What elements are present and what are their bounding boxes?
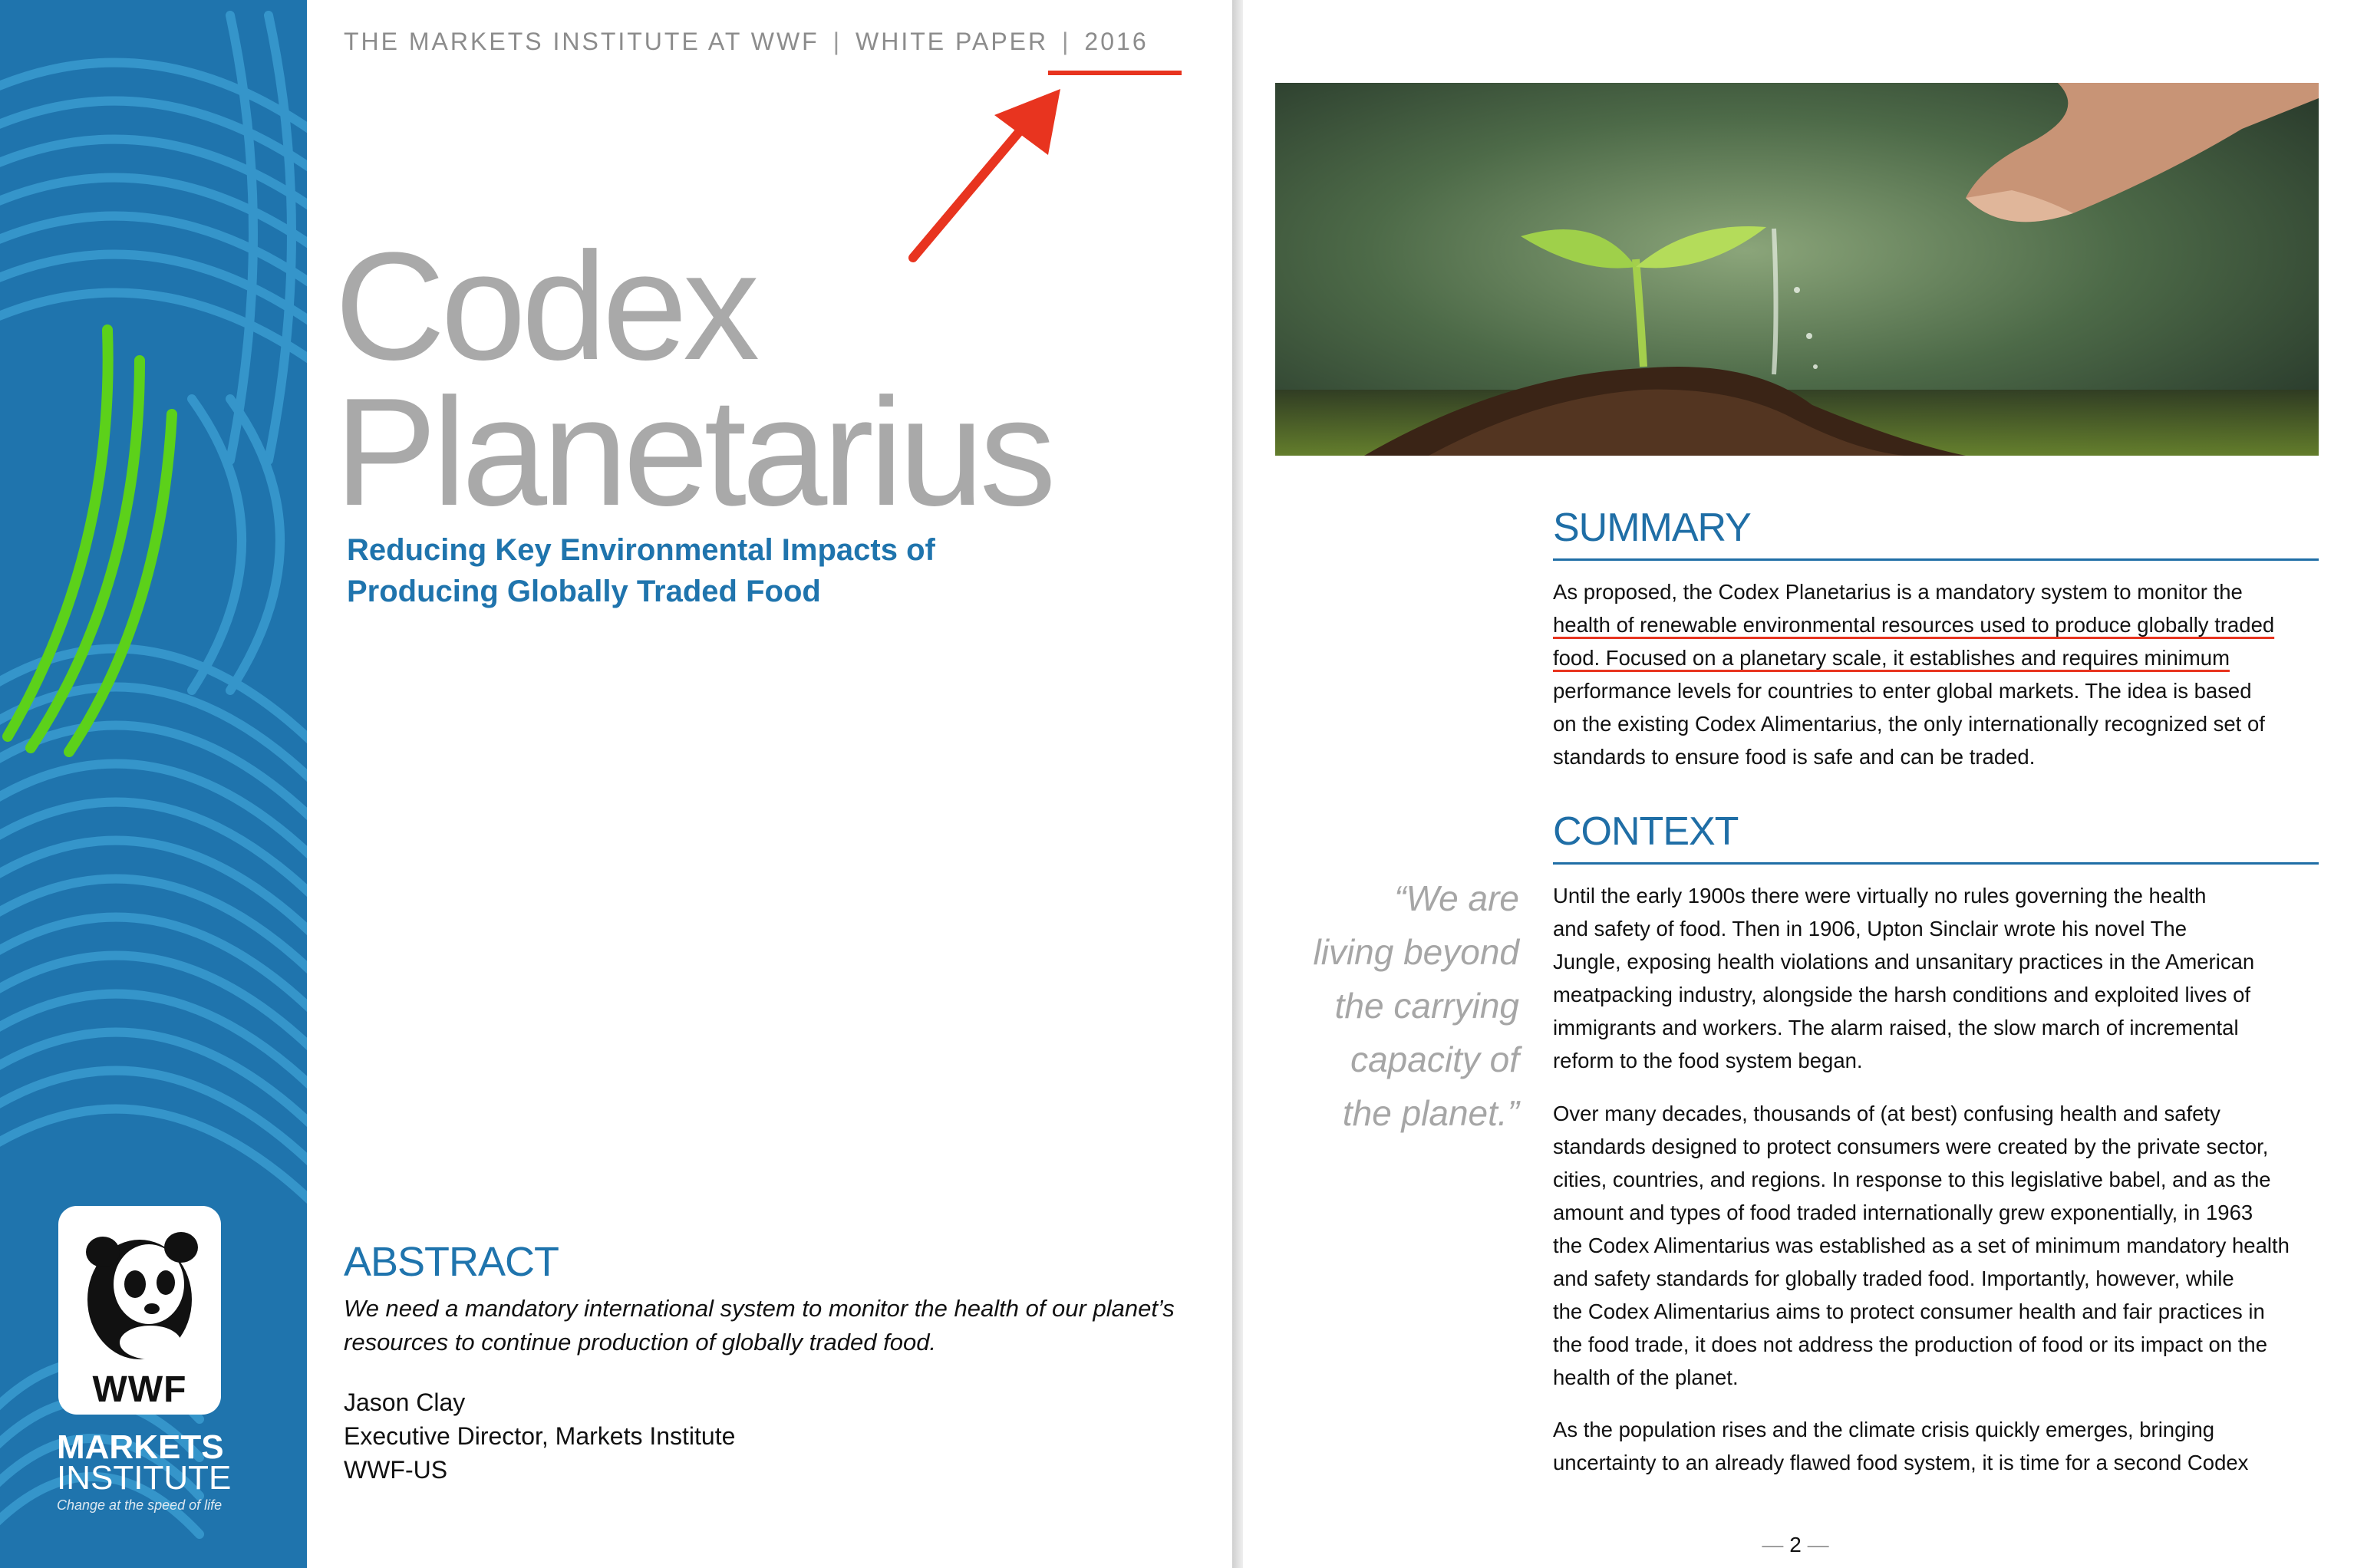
wwf-logo: [58, 1206, 221, 1415]
context-paragraph-3: [1553, 1413, 2336, 1479]
page-number: [1719, 1533, 1872, 1557]
abstract-line: We need a mandatory international system to monitor the health of our planet’s: [344, 1295, 1175, 1322]
page-number-dash: —: [1762, 1533, 1784, 1556]
pull-quote-line: the planet.”: [1342, 1093, 1519, 1133]
author-title: Executive Director, Markets Institute: [344, 1422, 736, 1450]
summary-line: performance levels for countries to enter global markets. The idea is based: [1553, 679, 2252, 703]
title-line-1: Codex: [335, 221, 756, 392]
summary-line: food. Focused on a planetary scale, it establishes and requires minimum: [1553, 646, 2230, 670]
context-rule: [1553, 862, 2319, 865]
summary-rule: [1553, 558, 2319, 561]
pull-quote-line: capacity of: [1350, 1039, 1519, 1079]
author-name: Jason Clay: [344, 1388, 466, 1416]
seedling-photo: [1275, 83, 2319, 456]
abstract-text: [344, 1292, 1188, 1359]
summary-line: standards to ensure food is safe and can be traded.: [1553, 745, 2036, 769]
context-line: immigrants and workers. The alarm raised, the slow march of incremental: [1553, 1016, 2239, 1039]
logo-tagline: Change at the speed of life: [57, 1497, 223, 1513]
subtitle: [347, 529, 1037, 612]
context-paragraph-1: [1553, 879, 2336, 1077]
cover-sidebar: [0, 0, 307, 1568]
summary-line: As proposed, the Codex Planetarius is a mandatory system to monitor the: [1553, 580, 2243, 604]
subtitle-line: Producing Globally Traded Food: [347, 575, 821, 608]
header-separator: |: [1062, 28, 1071, 55]
author-org: WWF-US: [344, 1456, 448, 1484]
summary-line: on the existing Codex Alimentarius, the only internationally recognized set of: [1553, 712, 2265, 736]
context-line: cities, countries, and regions. In response to this legislative babel, and as the: [1553, 1168, 2271, 1191]
page-number-value: 2: [1789, 1533, 1802, 1556]
institute-wordmark: INSTITUTE: [57, 1459, 232, 1497]
author-block: [344, 1385, 735, 1487]
panda-icon: [58, 1214, 221, 1375]
context-line: Until the early 1900s there were virtually no rules governing the health: [1553, 884, 2207, 908]
context-line: health of the planet.: [1553, 1365, 1739, 1389]
context-line: the Codex Alimentarius was established as a set of minimum mandatory health: [1553, 1234, 2290, 1257]
context-heading: CONTEXT: [1553, 809, 1739, 854]
context-line: standards designed to protect consumers were created by the private sector,: [1553, 1135, 2269, 1158]
header-org: THE MARKETS INSTITUTE AT WWF: [344, 28, 819, 55]
pull-quote: [1289, 871, 1519, 1140]
summary-line: health of renewable environmental resources used to produce globally traded: [1553, 613, 2275, 637]
markets-wordmark: MARKETS: [57, 1428, 224, 1466]
summary-text: [1553, 575, 2336, 773]
context-line: Jungle, exposing health violations and unsanitary practices in the American: [1553, 950, 2255, 973]
context-line: amount and types of food traded internationally grew exponentially, in 1963: [1553, 1201, 2253, 1224]
header-year: 2016: [1084, 28, 1149, 55]
context-line: reform to the food system began.: [1553, 1049, 1863, 1072]
abstract-line: resources to continue production of globally traded food.: [344, 1329, 937, 1356]
subtitle-line: Reducing Key Environmental Impacts of: [347, 533, 935, 567]
summary-heading: SUMMARY: [1553, 506, 1751, 550]
running-header: [344, 28, 1149, 56]
pull-quote-line: the carrying: [1334, 986, 1519, 1026]
pull-quote-line: “We are: [1394, 878, 1519, 918]
wwf-wordmark: WWF: [92, 1369, 187, 1410]
context-line: Over many decades, thousands of (at best) confusing health and safety: [1553, 1102, 2220, 1125]
context-line: meatpacking industry, alongside the harsh conditions and exploited lives of: [1553, 983, 2251, 1006]
header-separator: |: [832, 28, 842, 55]
context-paragraph-2: [1553, 1097, 2336, 1394]
pull-quote-line: living beyond: [1313, 932, 1519, 972]
annotation-underline: [1048, 71, 1182, 75]
context-line: and safety standards for globally traded food. Importantly, however, while: [1553, 1267, 2234, 1290]
header-doc-type: WHITE PAPER: [856, 28, 1049, 55]
context-line: and safety of food. Then in 1906, Upton Sinclair wrote his novel The: [1553, 917, 2187, 940]
abstract-heading: ABSTRACT: [344, 1239, 559, 1285]
title-line-2: Planetarius: [335, 367, 1052, 538]
context-line: uncertainty to an already flawed food system, it is time for a second Codex: [1553, 1451, 2249, 1474]
context-line: As the population rises and the climate crisis quickly emerges, bringing: [1553, 1418, 2215, 1441]
context-line: the food trade, it does not address the production of food or its impact on the: [1553, 1332, 2267, 1356]
annotation-arrow-icon: [890, 84, 1074, 268]
context-line: the Codex Alimentarius aims to protect consumer health and fair practices in: [1553, 1300, 2265, 1323]
page-number-dash: —: [1807, 1533, 1829, 1556]
